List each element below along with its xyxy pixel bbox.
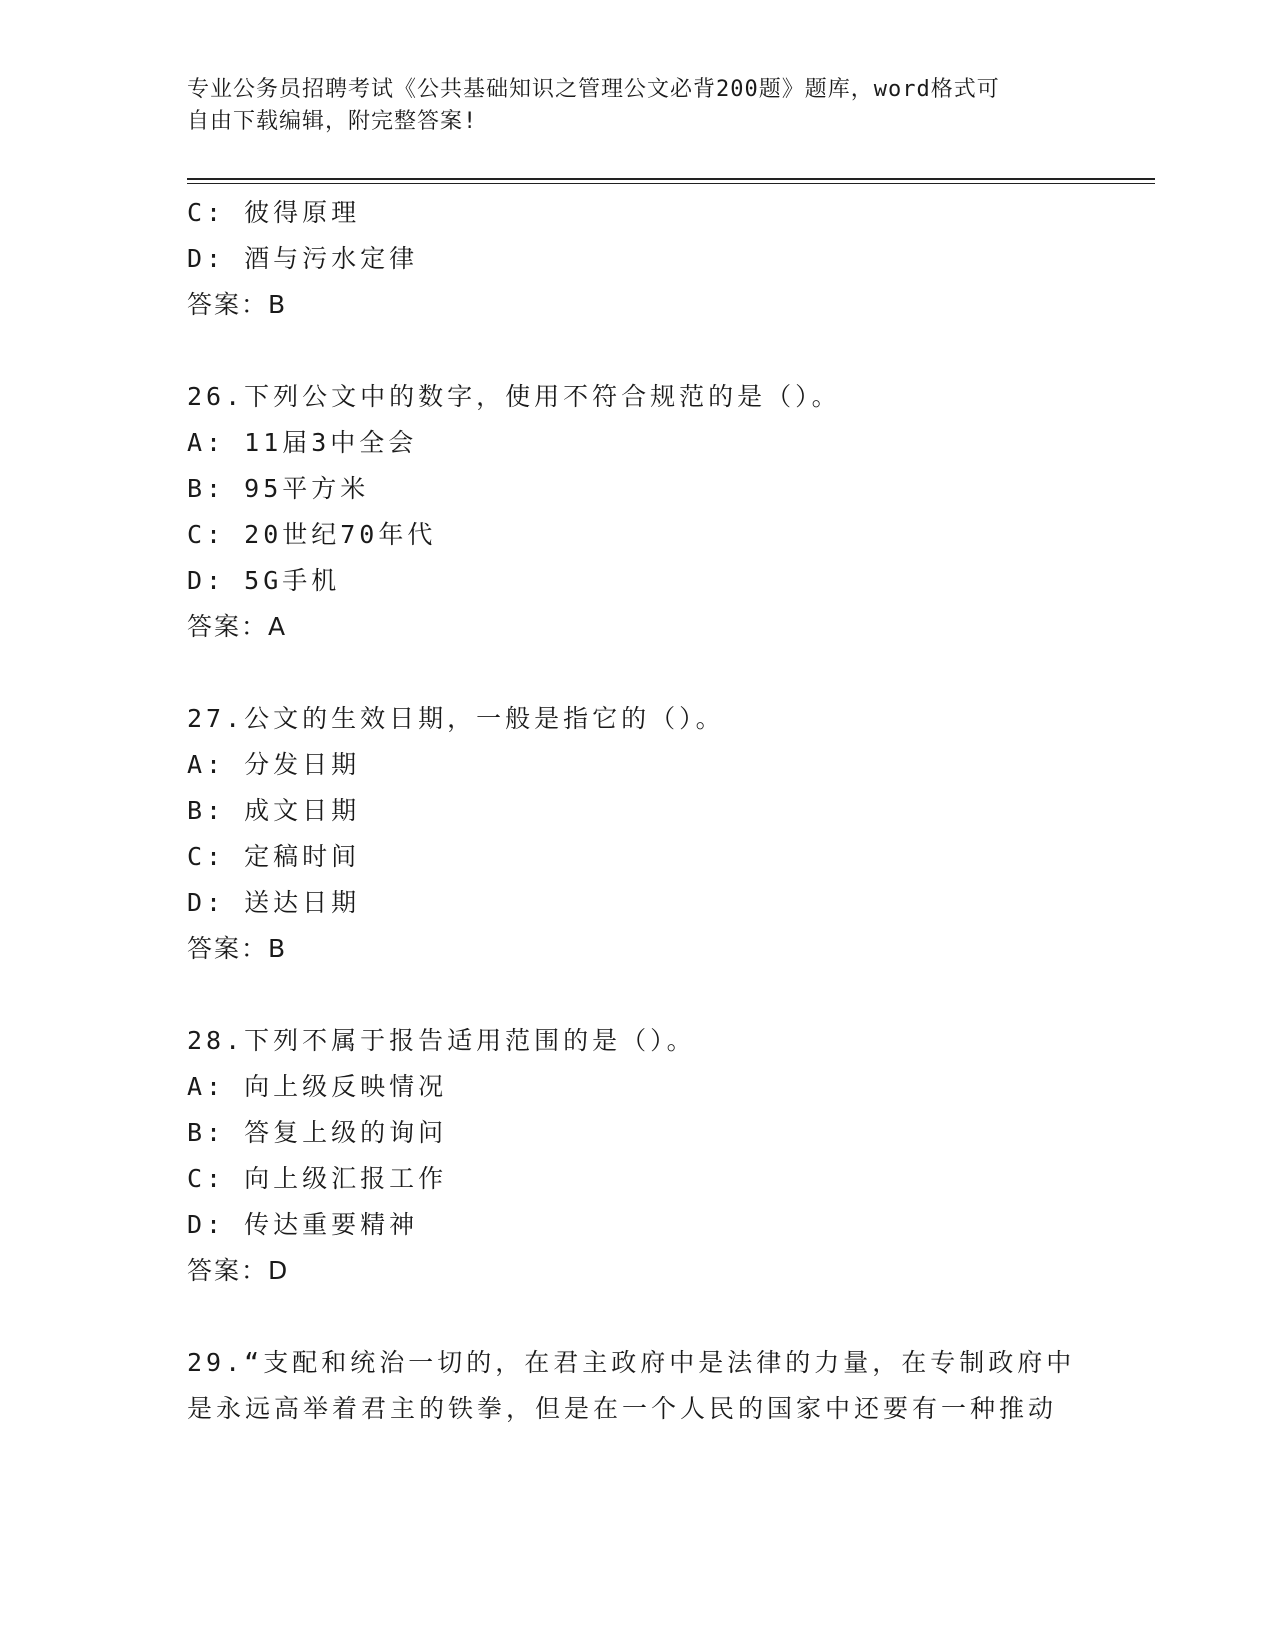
- answer: 答案：B: [187, 934, 288, 963]
- option-d: D: 传达重要精神: [187, 1210, 419, 1239]
- spacer: [187, 1294, 1087, 1340]
- option-b: B: 答复上级的询问: [187, 1118, 448, 1147]
- question-text: 26.下列公文中的数字，使用不符合规范的是（）。: [187, 382, 841, 411]
- option-a: A: 11届3中全会: [187, 428, 418, 457]
- prev-option-c: C: 彼得原理: [187, 198, 361, 227]
- question-text-line-2: 是永远高举着君主的铁拳，但是在一个人民的国家中还要有一种推动: [187, 1394, 1058, 1423]
- question-text: 28.下列不属于报告适用范围的是（）。: [187, 1026, 696, 1055]
- question-text-line-1: 29.“支配和统治一切的，在君主政府中是法律的力量，在专制政府中: [187, 1348, 1076, 1377]
- spacer: [187, 650, 1087, 696]
- option-c: C: 定稿时间: [187, 842, 361, 871]
- spacer: [187, 328, 1087, 374]
- header-line-1: 专业公务员招聘考试《公共基础知识之管理公文必背200题》题库，word格式可: [187, 77, 1000, 102]
- option-a: A: 向上级反映情况: [187, 1072, 448, 1101]
- document-header: [187, 74, 1067, 138]
- header-line-2: 自由下载编辑，附完整答案!: [187, 109, 478, 134]
- header-divider-thick: [187, 178, 1155, 180]
- option-b: B: 成文日期: [187, 796, 361, 825]
- answer: 答案：D: [187, 1256, 290, 1285]
- question-28: [187, 1018, 1087, 1294]
- prev-answer: 答案：B: [187, 290, 288, 319]
- option-b: B: 95平方米: [187, 474, 370, 503]
- question-text: 27.公文的生效日期，一般是指它的（）。: [187, 704, 725, 733]
- prev-option-d: D: 酒与污水定律: [187, 244, 419, 273]
- option-c: C: 20世纪70年代: [187, 520, 437, 549]
- question-26: [187, 374, 1087, 650]
- option-d: D: 送达日期: [187, 888, 361, 917]
- option-a: A: 分发日期: [187, 750, 361, 779]
- option-d: D: 5G手机: [187, 566, 341, 595]
- question-content: [187, 190, 1087, 1432]
- spacer: [187, 972, 1087, 1018]
- header-divider-thin: [187, 183, 1155, 184]
- answer: 答案：A: [187, 612, 288, 641]
- option-c: C: 向上级汇报工作: [187, 1164, 448, 1193]
- question-27: [187, 696, 1087, 972]
- question-29: [187, 1340, 1087, 1432]
